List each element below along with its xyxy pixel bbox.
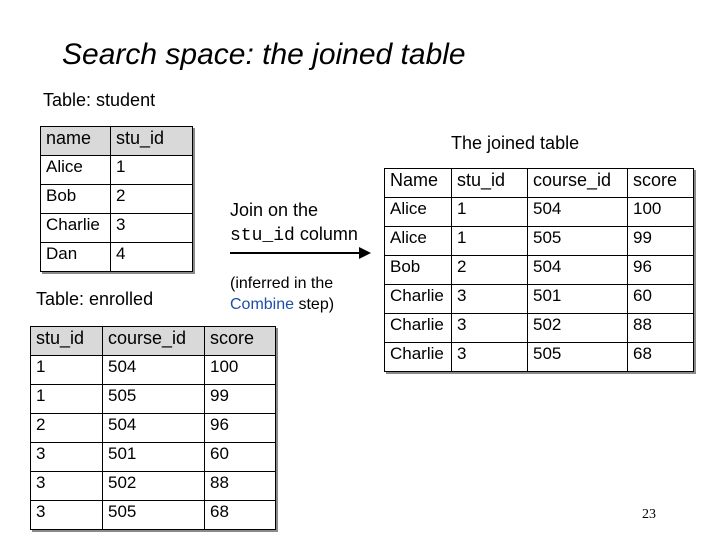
table-cell: 3: [452, 285, 528, 314]
table-cell: Dan: [41, 243, 111, 272]
table-cell: 3: [31, 501, 103, 530]
table-cell: 1: [452, 227, 528, 256]
table-cell: Charlie: [385, 314, 452, 343]
table-cell: 60: [205, 443, 276, 472]
table-cell: Charlie: [41, 214, 111, 243]
table-cell: 3: [452, 343, 528, 372]
join-note-suffix: step): [298, 296, 335, 313]
student-table-label: Table: student: [43, 90, 156, 110]
table-cell: 68: [205, 501, 276, 530]
table-row: [31, 443, 276, 472]
table-cell: 3: [111, 214, 193, 243]
table-row: [385, 256, 694, 285]
table-cell: 99: [628, 227, 694, 256]
header-cell: stu_id: [111, 127, 193, 156]
header-cell: name: [41, 127, 111, 156]
table-cell: 505: [528, 227, 628, 256]
table-row: [31, 356, 276, 385]
table-cell: Alice: [41, 156, 111, 185]
table-row: [385, 227, 694, 256]
table-cell: 100: [205, 356, 276, 385]
table-cell: 1: [452, 198, 528, 227]
table-cell: 96: [628, 256, 694, 285]
table-cell: 2: [452, 256, 528, 285]
table-row: [385, 285, 694, 314]
table-cell: 505: [103, 385, 205, 414]
table-cell: 504: [528, 256, 628, 285]
join-arrow-line: [230, 252, 363, 254]
header-cell: Name: [385, 169, 452, 198]
table-header-row: [31, 327, 276, 356]
enrolled-table: [30, 326, 276, 530]
table-cell: 505: [103, 501, 205, 530]
table-cell: 1: [31, 385, 103, 414]
table-cell: 1: [111, 156, 193, 185]
table-cell: 504: [103, 414, 205, 443]
table-cell: 96: [205, 414, 276, 443]
join-note-line-1: (inferred in the: [230, 275, 334, 292]
table-row: [385, 198, 694, 227]
table-cell: 88: [628, 314, 694, 343]
table-cell: 4: [111, 243, 193, 272]
join-column-name: stu_id: [230, 226, 295, 246]
header-cell: stu_id: [452, 169, 528, 198]
page-number: 23: [642, 507, 656, 522]
table-cell: 68: [628, 343, 694, 372]
table-cell: 502: [528, 314, 628, 343]
table-cell: 505: [528, 343, 628, 372]
joined-table-label: The joined table: [451, 133, 580, 153]
table-cell: Charlie: [385, 343, 452, 372]
table-cell: 501: [528, 285, 628, 314]
table-cell: 3: [31, 443, 103, 472]
table-header-row: [385, 169, 694, 198]
table-row: [31, 414, 276, 443]
table-cell: 60: [628, 285, 694, 314]
table-cell: 2: [111, 185, 193, 214]
table-cell: Alice: [385, 227, 452, 256]
table-row: [385, 314, 694, 343]
table-row: [41, 214, 193, 243]
table-cell: 3: [31, 472, 103, 501]
table-row: [41, 156, 193, 185]
joined-table: [384, 168, 694, 372]
table-cell: 502: [103, 472, 205, 501]
join-text-suffix: column: [299, 224, 358, 244]
table-cell: 504: [103, 356, 205, 385]
table-cell: 501: [103, 443, 205, 472]
table-row: [41, 243, 193, 272]
table-cell: Charlie: [385, 285, 452, 314]
table-row: [41, 185, 193, 214]
table-cell: 88: [205, 472, 276, 501]
combine-step-highlight: Combine: [230, 296, 295, 313]
table-cell: 99: [205, 385, 276, 414]
header-cell: course_id: [528, 169, 628, 198]
table-cell: 1: [31, 356, 103, 385]
header-cell: course_id: [103, 327, 205, 356]
table-cell: Bob: [41, 185, 111, 214]
slide-title: Search space: the joined table: [62, 38, 466, 71]
table-cell: Bob: [385, 256, 452, 285]
header-cell: score: [205, 327, 276, 356]
table-cell: 100: [628, 198, 694, 227]
table-cell: 2: [31, 414, 103, 443]
table-cell: Alice: [385, 198, 452, 227]
table-cell: 504: [528, 198, 628, 227]
header-cell: stu_id: [31, 327, 103, 356]
table-cell: 3: [452, 314, 528, 343]
arrow-right-icon: [359, 247, 371, 259]
join-note-line-2: [230, 294, 334, 315]
enrolled-table-label: Table: enrolled: [36, 289, 154, 309]
student-table: [40, 126, 193, 272]
join-description: [230, 200, 318, 221]
join-note: [230, 273, 334, 315]
table-row: [385, 343, 694, 372]
header-cell: score: [628, 169, 694, 198]
table-row: [31, 501, 276, 530]
table-header-row: [41, 127, 193, 156]
join-column-line: [230, 224, 358, 246]
join-text-prefix: Join on the: [230, 200, 319, 220]
table-row: [31, 472, 276, 501]
table-row: [31, 385, 276, 414]
